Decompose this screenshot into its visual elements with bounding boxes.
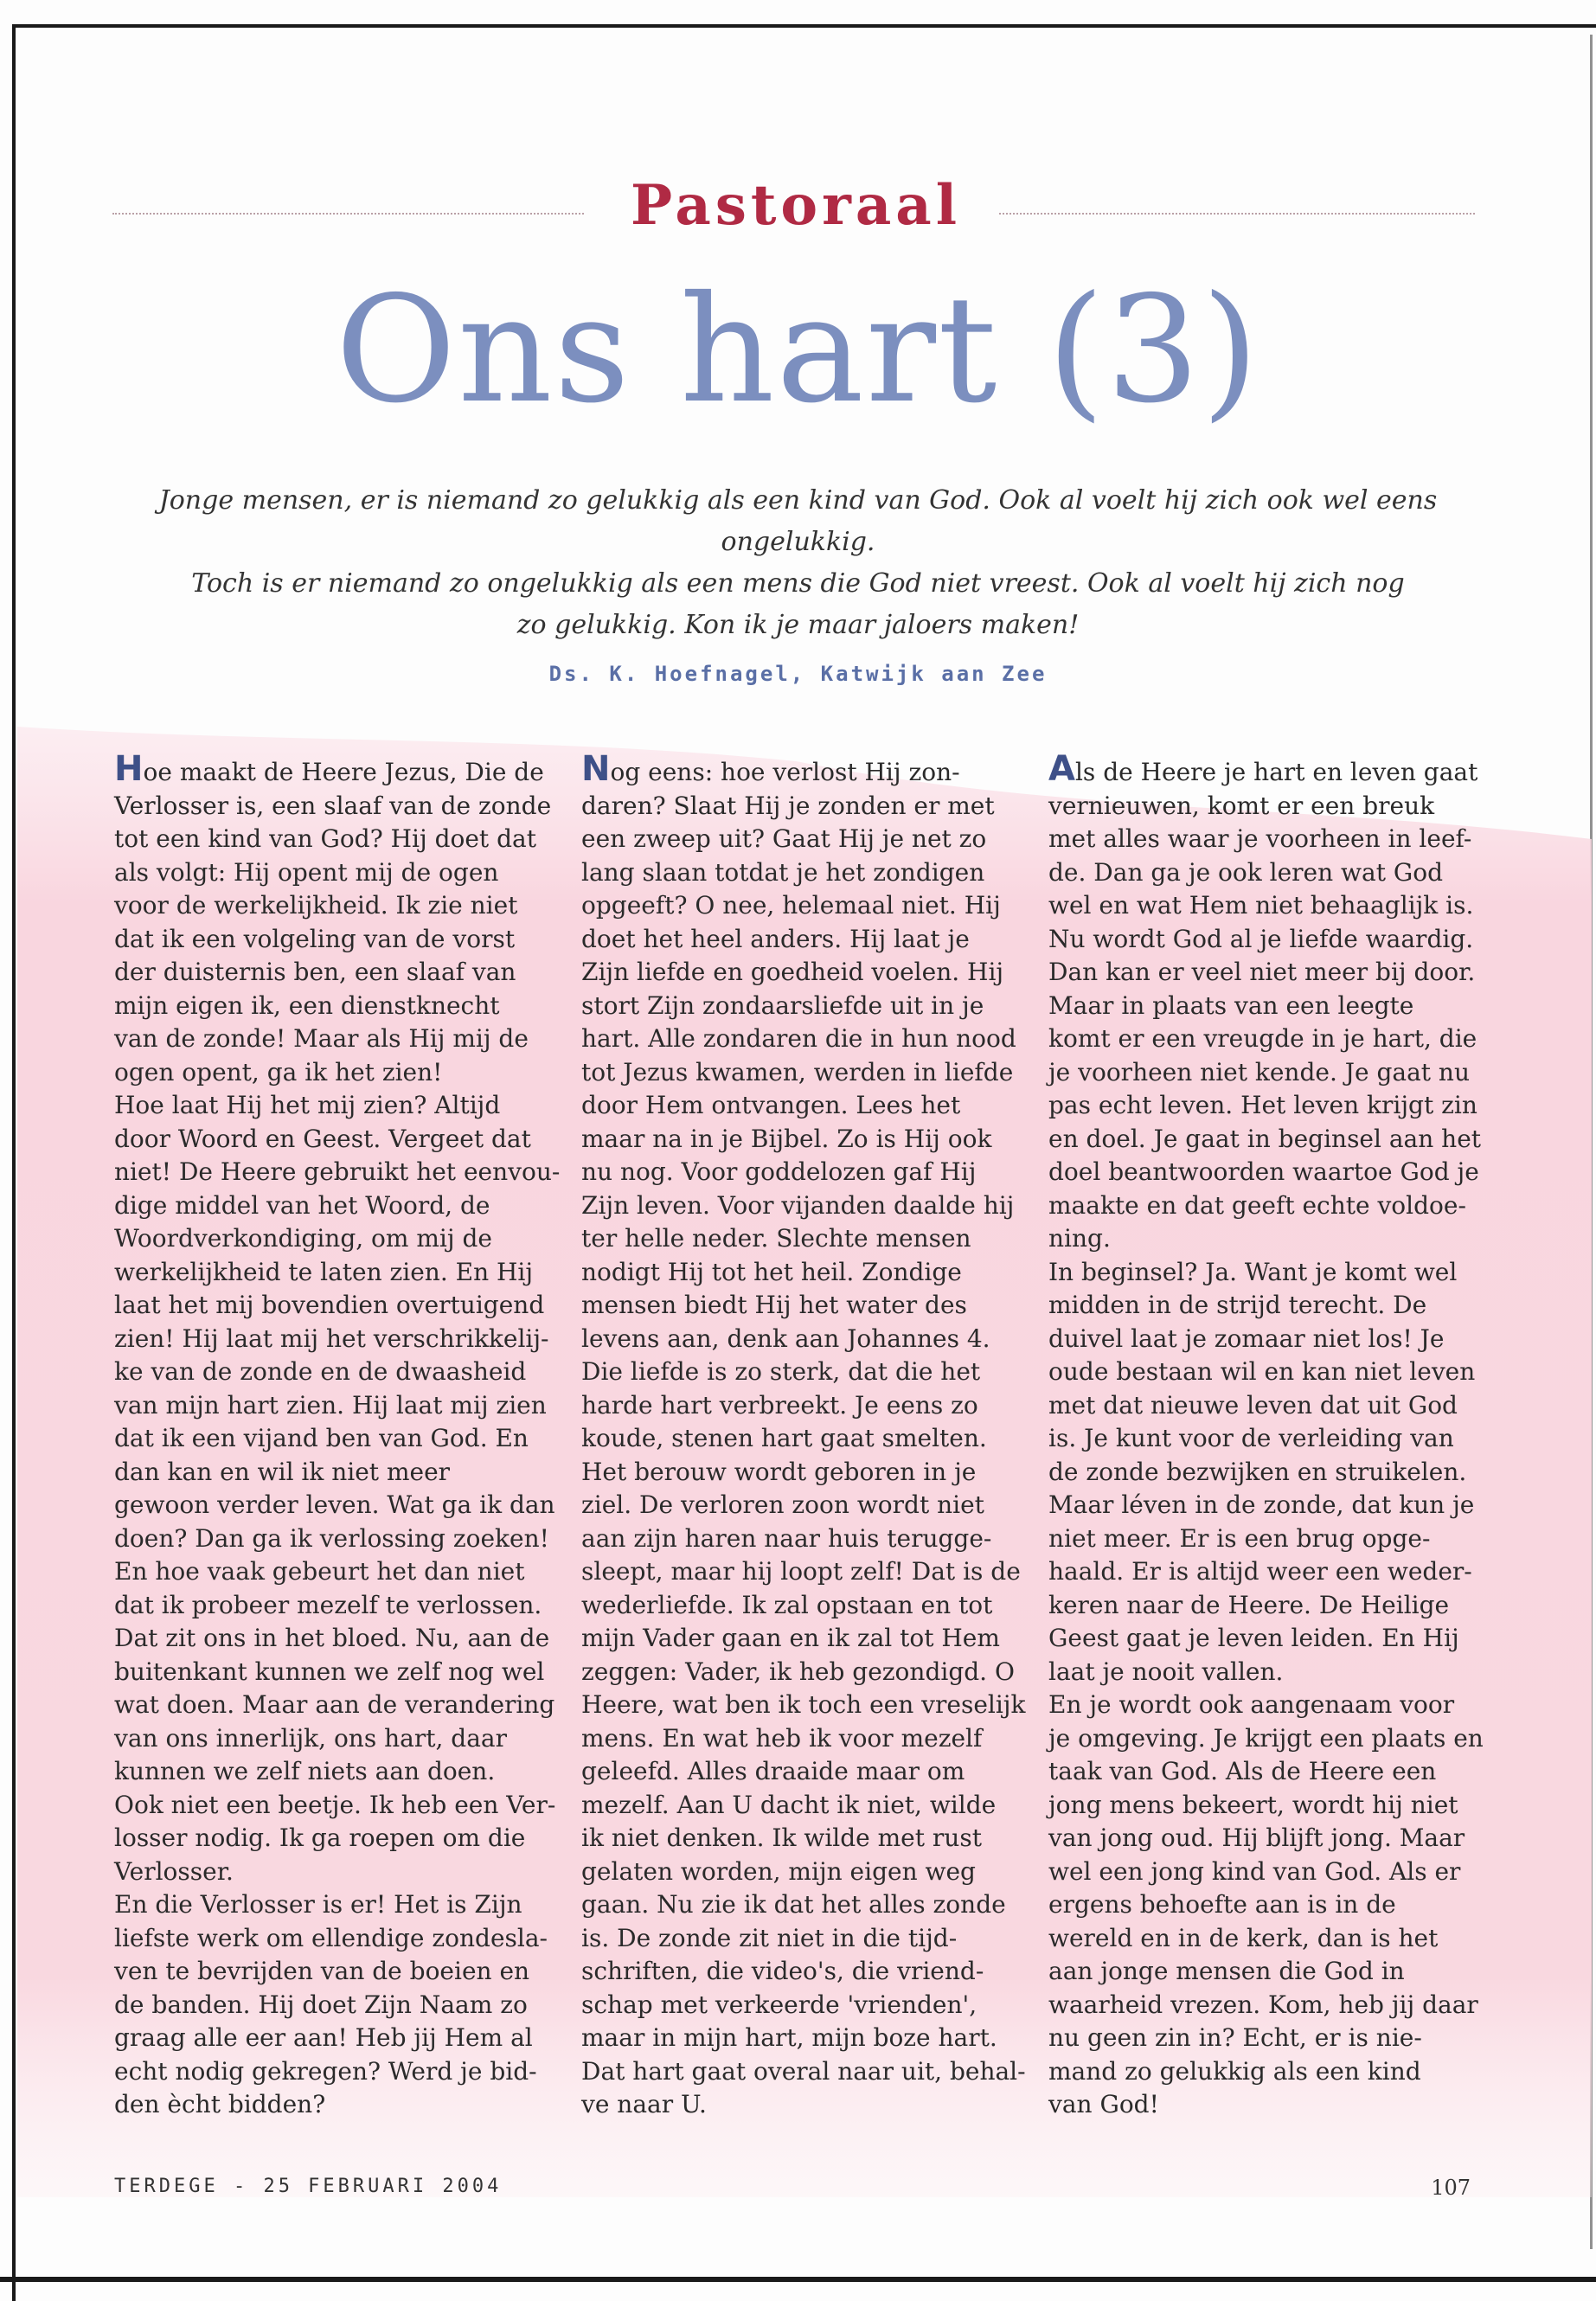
column-first-line [114,749,564,790]
text-line: laat het mij bovendien overtuigend [114,1291,545,1319]
text-line: voor de werkelijkheid. Ik zie niet [114,891,518,920]
text-line: mezelf. Aan U dacht ik niet, wilde [581,1790,997,1819]
text-line: Woordverkondiging, om mij de [114,1224,492,1253]
text-line: nu nog. Voor goddelozen gaf Hij [581,1157,977,1186]
text-line: hart. Alle zondaren die in hun nood [581,1024,1016,1053]
text-line: gelaten worden, mijn eigen weg [581,1856,976,1886]
text-line: mijn Vader gaan en ik zal tot Hem [581,1624,1000,1652]
text-line: koude, stenen hart gaat smelten. [581,1424,987,1452]
text-line: ziel. De verloren zoon wordt niet [581,1490,984,1519]
text-line: wel en wat Hem niet behaaglijk is. [1048,891,1474,920]
text-line: den ècht bidden? [114,2090,326,2118]
text-line: zien! Hij laat mij het verschrikkelij- [114,1324,549,1353]
text-line: ve naar U. [581,2090,707,2118]
text-line: aan zijn haren naar huis terugge- [581,1523,992,1553]
text-line: dat ik een vijand ben van God. En [114,1424,529,1452]
text-line: ik niet denken. Ik wilde met rust [581,1823,982,1852]
text-line: dige middel van het Woord, de [114,1190,490,1220]
text-line: echt nodig gekregen? Werd je bid- [114,2056,537,2086]
text-line: og eens: hoe verlost Hij zon- [610,758,960,786]
text-line: losser nodig. Ik ga roepen om die [114,1823,526,1852]
text-line: taak van God. Als de Heere een [1048,1757,1437,1785]
column-first-line [581,749,1031,790]
text-line: van God! [1048,2090,1159,2118]
page-number: 107 [1431,2176,1471,2200]
text-line: ter helle neder. Slechte mensen [581,1224,971,1253]
text-line: door Woord en Geest. Vergeet dat [114,1124,531,1153]
text-line: ke van de zonde en de dwaasheid [114,1357,527,1386]
text-line: met dat nieuwe leven dat uit God [1048,1390,1458,1420]
text-line: maakte en dat geeft echte voldoe- [1048,1190,1466,1220]
drop-cap: A [1048,749,1075,789]
text-line: der duisternis ben, een slaaf van [114,958,516,986]
text-line: de banden. Hij doet Zijn Naam zo [114,1990,528,2019]
text-line: Hoe laat Hij het mij zien? Altijd [114,1091,501,1119]
text-line: ven te bevrijden van de boeien en [114,1957,530,1985]
text-line: jong mens bekeert, wordt hij niet [1048,1790,1458,1819]
text-line: pas echt leven. Het leven krijgt zin [1048,1091,1477,1119]
text-line: daren? Slaat Hij je zonden er met [581,791,995,820]
text-line: met alles waar je voorheen in leef- [1048,824,1472,853]
text-line: de. Dan ga je ook leren wat God [1048,857,1443,887]
text-line: Maar in plaats van een leegte [1048,990,1414,1020]
text-line: mijn eigen ik, een dienstknecht [114,990,500,1020]
text-line: mand zo gelukkig als een kind [1048,2056,1421,2086]
text-line: werkelijkheid te laten zien. En Hij [114,1257,534,1286]
text-line: ogen opent, ga ik het zien! [114,1057,443,1086]
text-line: oude bestaan wil en kan niet leven [1048,1357,1476,1386]
intro-line: zo gelukkig. Kon ik je maar jaloers maken! [516,610,1080,640]
text-line: Maar léven in de zonde, dat kun je [1048,1490,1475,1519]
text-line: kunnen we zelf niets aan doen. [114,1757,496,1785]
text-line: En je wordt ook aangenaam voor [1048,1690,1455,1719]
text-line: Verlosser is, een slaaf van de zonde [114,791,552,820]
text-line: van de zonde! Maar als Hij mij de [114,1024,529,1053]
drop-cap: H [114,749,144,789]
text-line: je voorheen niet kende. Je gaat nu [1048,1057,1470,1086]
text-line: is. Je kunt voor de verleiding van [1048,1424,1454,1452]
text-line: de zonde bezwijken en struikelen. [1048,1457,1467,1486]
text-line: Geest gaat je leven leiden. En Hij [1048,1624,1459,1652]
text-line: Zijn leven. Voor vijanden daalde hij [581,1190,1015,1220]
text-line: levens aan, denk aan Johannes 4. [581,1324,990,1353]
text-line: schriften, die video's, die vriend- [581,1957,984,1985]
text-line: mens. En wat heb ik voor mezelf [581,1723,983,1753]
text-line: harde hart verbreekt. Je eens zo [581,1390,978,1420]
text-line: haald. Er is altijd weer een weder- [1048,1557,1472,1586]
section-label: Pastoraal [630,173,962,238]
text-line: keren naar de Heere. De Heilige [1048,1590,1450,1619]
text-line: waarheid vrezen. Kom, heb jij daar [1048,1990,1478,2019]
text-line: doel beantwoorden waartoe God je [1048,1157,1479,1186]
header-rule-left [112,213,584,215]
text-line: is. De zonde zit niet in die tijd- [581,1923,958,1952]
intro-line: Jonge mensen, er is niemand zo gelukkig als een kind van God. Ook al voelt hij zich ook wel eens ongelukkig. [158,485,1438,557]
text-line: zeggen: Vader, ik heb gezondigd. O [581,1657,1015,1686]
article-column-3 [1048,749,1498,2122]
text-line: doen? Dan ga ik verlossing zoeken! [114,1523,549,1553]
text-line: ergens behoefte aan is in de [1048,1890,1396,1919]
text-line: laat je nooit vallen. [1048,1657,1284,1686]
text-line: stort Zijn zondaarsliefde uit in je [581,990,984,1020]
text-line: niet! De Heere gebruikt het eenvou- [114,1157,561,1186]
text-line: Zijn liefde en goedheid voelen. Hij [581,958,1004,986]
text-line: graag alle eer aan! Heb jij Hem al [114,2023,533,2052]
text-line: doet het heel anders. Hij laat je [581,924,970,953]
text-line: van ons innerlijk, ons hart, daar [114,1723,507,1753]
article-column-1 [114,749,564,2122]
text-line: niet meer. Er is een brug opge- [1048,1523,1431,1553]
text-line: wederliefde. Ik zal opstaan en tot [581,1590,993,1619]
text-line: komt er een vreugde in je hart, die [1048,1024,1477,1053]
scan-border-top [12,24,1596,28]
text-line: van mijn hart zien. Hij laat mij zien [114,1390,547,1420]
text-line: maar na in je Bijbel. Zo is Hij ook [581,1124,992,1153]
text-line: door Hem ontvangen. Lees het [581,1091,961,1119]
text-line: van jong oud. Hij blijft jong. Maar [1048,1823,1465,1852]
author-byline: Ds. K. Hoefnagel, Katwijk aan Zee [548,662,1048,686]
text-line: je omgeving. Je krijgt een plaats en [1048,1723,1484,1753]
text-line: nu geen zin in? Echt, er is nie- [1048,2023,1422,2052]
text-line: en doel. Je gaat in beginsel aan het [1048,1124,1482,1153]
text-line: Ook niet een beetje. Ik heb een Ver- [114,1790,556,1819]
text-line: gewoon verder leven. Wat ga ik dan [114,1490,555,1519]
text-line: Nu wordt God al je liefde waardig. [1048,924,1474,953]
text-line: In beginsel? Ja. Want je komt wel [1048,1257,1458,1286]
text-line: ning. [1048,1224,1111,1253]
scan-border-bottom [0,2277,1596,2282]
text-line: mensen biedt Hij het water des [581,1291,967,1319]
text-line: wat doen. Maar aan de verandering [114,1690,555,1719]
text-line: een zweep uit? Gaat Hij je net zo [581,824,987,853]
intro-paragraph [121,480,1475,646]
text-line: tot Jezus kwamen, werden in liefde [581,1057,1014,1086]
text-line: duivel laat je zomaar niet los! Je [1048,1324,1445,1353]
text-line: liefste werk om ellendige zondesla- [114,1923,548,1952]
drop-cap: N [581,749,611,789]
text-line: nodigt Hij tot het heil. Zondige [581,1257,962,1286]
text-line: gaan. Nu zie ik dat het alles zonde [581,1890,1006,1919]
intro-line: Toch is er niemand zo ongelukkig als een mens die God niet vreest. Ook al voelt hij zich nog [191,568,1405,599]
article-title: Ons hart (3) [335,265,1261,436]
header-rule-right [999,213,1475,215]
article-column-2 [581,749,1031,2122]
text-line: wel een jong kind van God. Als er [1048,1856,1461,1886]
text-line: En die Verlosser is er! Het is Zijn [114,1890,522,1919]
text-line: aan jonge mensen die God in [1048,1957,1405,1985]
text-line: ls de Heere je hart en leven gaat [1074,758,1478,786]
text-line: schap met verkeerde 'vrienden', [581,1990,977,2019]
text-line: geleefd. Alles draaide maar om [581,1757,965,1785]
text-line: Dan kan er veel niet meer bij door. [1048,958,1476,986]
text-line: oe maakt de Heere Jezus, Die de [143,758,544,786]
text-line: Heere, wat ben ik toch een vreselijk [581,1690,1026,1719]
text-line: maar in mijn hart, mijn boze hart. [581,2023,997,2052]
text-line: tot een kind van God? Hij doet dat [114,824,536,853]
text-line: Dat zit ons in het bloed. Nu, aan de [114,1624,550,1652]
text-line: sleept, maar hij loopt zelf! Dat is de [581,1557,1021,1586]
text-line: buitenkant kunnen we zelf nog wel [114,1657,545,1686]
column-first-line [1048,749,1498,790]
text-line: Dat hart gaat overal naar uit, behal- [581,2056,1026,2086]
text-line: dan kan en wil ik niet meer [114,1457,451,1486]
text-line: En hoe vaak gebeurt het dan niet [114,1557,525,1586]
text-line: wereld en in de kerk, dan is het [1048,1923,1439,1952]
text-line: dat ik probeer mezelf te verlossen. [114,1590,542,1619]
text-line: als volgt: Hij opent mij de ogen [114,857,499,887]
text-line: midden in de strijd terecht. De [1048,1291,1427,1319]
text-line: vernieuwen, komt er een breuk [1048,791,1435,820]
text-line: Verlosser. [114,1856,234,1886]
text-line: opgeeft? O nee, helemaal niet. Hij [581,891,1001,920]
footer-publication: TERDEGE - 25 FEBRUARI 2004 [114,2176,503,2197]
text-line: dat ik een volgeling van de vorst [114,924,516,953]
text-line: Het berouw wordt geboren in je [581,1457,977,1486]
text-line: lang slaan totdat je het zondigen [581,857,985,887]
text-line: Die liefde is zo sterk, dat die het [581,1357,981,1386]
